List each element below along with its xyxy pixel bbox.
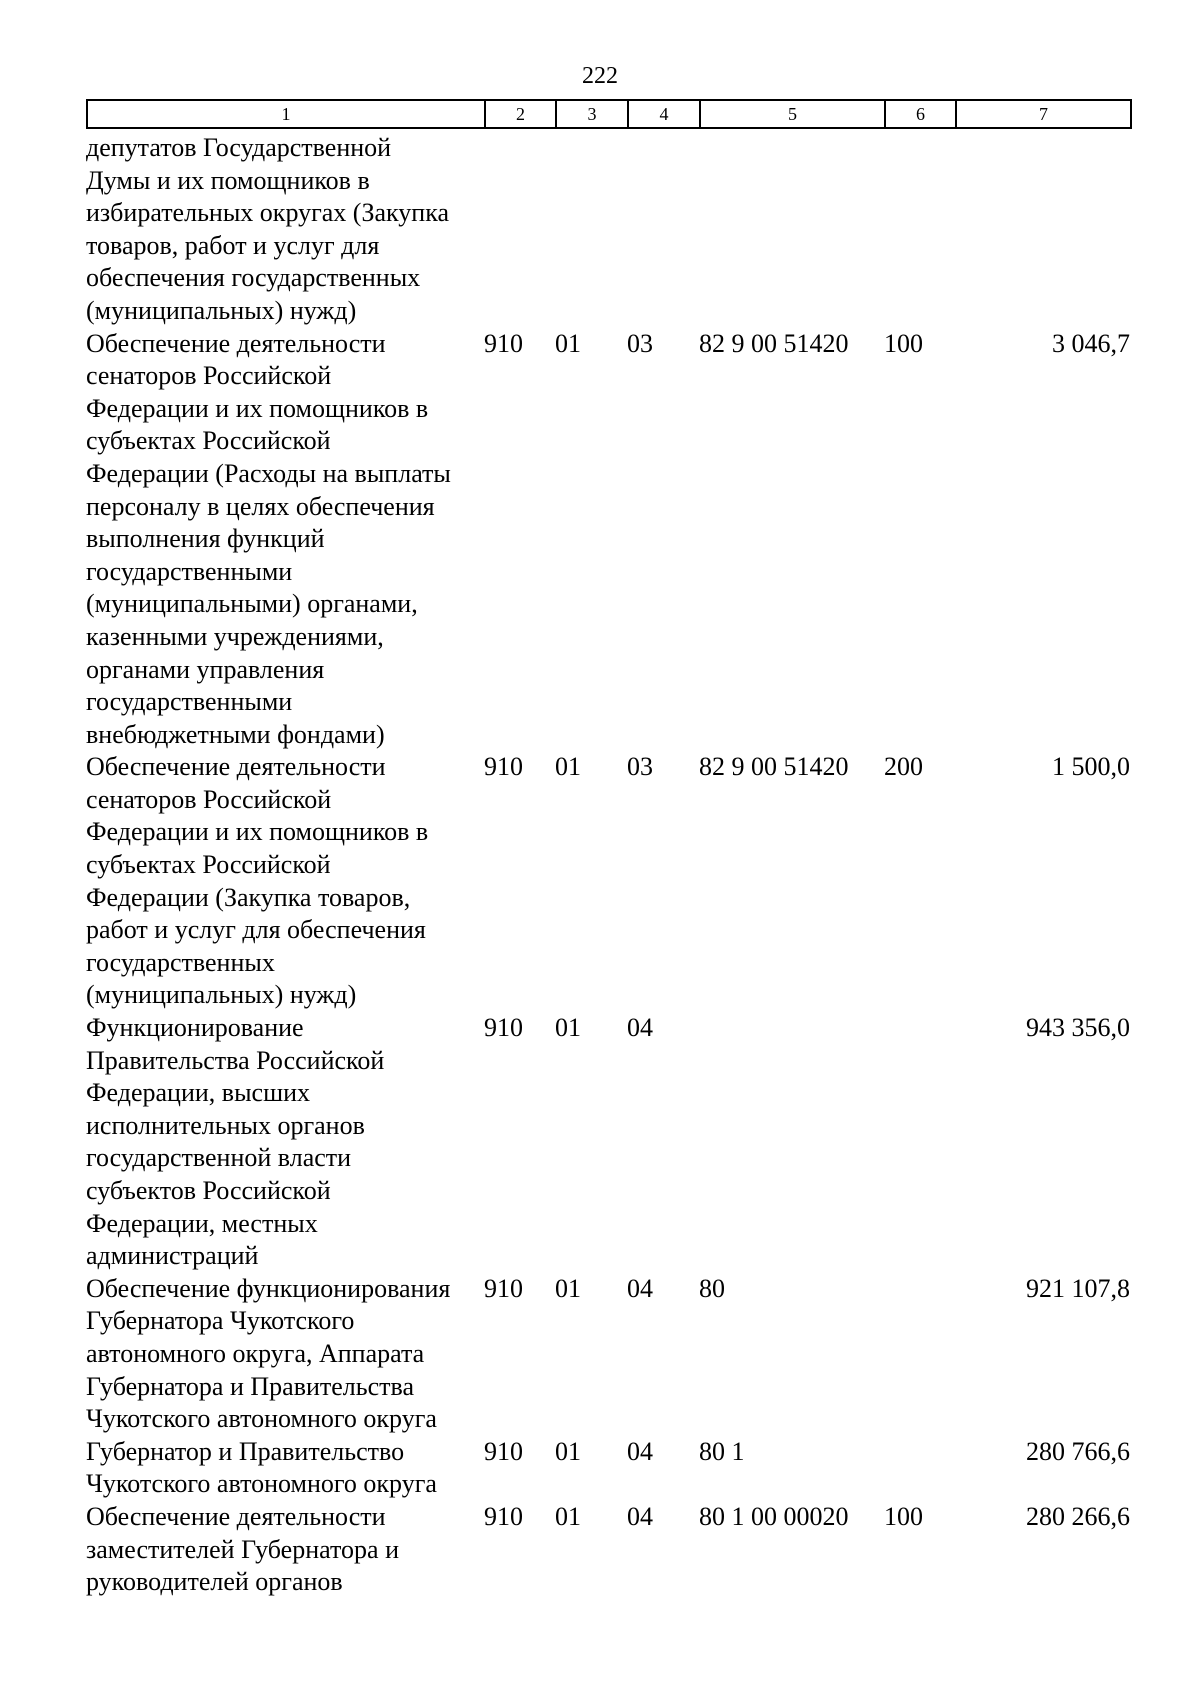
item-name: Обеспечение деятельности сенаторов Российской Федерации и их помощников в субъектах Российской Федерации (Закупка товаров, работ и услуг для обеспечения государственных (муниципальных) нужд) [86,752,429,1010]
column-header-7: 7 [956,100,1131,128]
target-article-code: 80 1 00 00020 [699,1501,849,1531]
section-code: 01 [555,1013,581,1043]
amount: 1 500,0 [1052,752,1130,782]
item-name: депутатов Государственной Думы и их помощников в избирательных округах (Закупка товаров, работ и услуг для обеспечения государственных (муниципальных) нужд) [86,133,449,325]
ministry-code: 910 [484,328,523,358]
table-row [86,1273,1130,1436]
table-row [86,328,1130,752]
table-row [86,1501,1130,1599]
column-header-6: 6 [885,100,956,128]
column-header-1: 1 [87,100,485,128]
ministry-code: 910 [484,752,523,782]
ministry-code: 910 [484,1273,523,1303]
table-row [86,1012,1130,1273]
section-code: 01 [555,1273,581,1303]
subsection-code: 04 [627,1501,653,1531]
item-name: Функционирование Правительства Российской Федерации, высших исполнительных органов государственной власти субъектов Российской Федерации, местных администраций [86,1013,385,1271]
column-header-3: 3 [556,100,628,128]
subsection-code: 04 [627,1273,653,1303]
page-number: 222 [582,63,618,89]
table-row [86,1436,1130,1501]
subsection-code: 03 [627,328,653,358]
expense-type-code: 200 [884,752,923,782]
column-header-table [86,99,1132,129]
item-name: Обеспечение функционирования Губернатора Чукотского автономного округа, Аппарата Губернатора и Правительства Чукотского автономного округа [86,1273,451,1434]
target-article-code: 80 [699,1273,725,1303]
item-name: Губернатор и Правительство Чукотского автономного округа [86,1436,437,1499]
ministry-code: 910 [484,1501,523,1531]
subsection-code: 04 [627,1013,653,1043]
budget-table-body [86,132,1130,1599]
ministry-code: 910 [484,1013,523,1043]
column-header-5: 5 [700,100,885,128]
section-code: 01 [555,1501,581,1531]
table-row [86,132,1130,328]
column-number-row [87,100,1131,128]
amount: 943 356,0 [1026,1013,1130,1043]
table-row [86,751,1130,1012]
target-article-code: 82 9 00 51420 [699,752,849,782]
item-name: Обеспечение деятельности заместителей Губернатора и руководителей органов [86,1501,399,1597]
item-name: Обеспечение деятельности сенаторов Российской Федерации и их помощников в субъектах Российской Федерации (Расходы на выплаты персоналу в целях обеспечения выполнения функций государственными (муниципальными) органами, казенными учреждениями, органами управления государственными внебюджетными фондами) [86,328,451,749]
column-header-2: 2 [485,100,556,128]
expense-type-code: 100 [884,1501,923,1531]
amount: 921 107,8 [1026,1273,1130,1303]
amount: 280 266,6 [1026,1501,1130,1531]
subsection-code: 04 [627,1436,653,1466]
ministry-code: 910 [484,1436,523,1466]
target-article-code: 80 1 [699,1436,745,1466]
subsection-code: 03 [627,752,653,782]
section-code: 01 [555,752,581,782]
amount: 3 046,7 [1052,328,1130,358]
target-article-code: 82 9 00 51420 [699,328,849,358]
section-code: 01 [555,328,581,358]
section-code: 01 [555,1436,581,1466]
column-header-4: 4 [628,100,700,128]
expense-type-code: 100 [884,328,923,358]
amount: 280 766,6 [1026,1436,1130,1466]
